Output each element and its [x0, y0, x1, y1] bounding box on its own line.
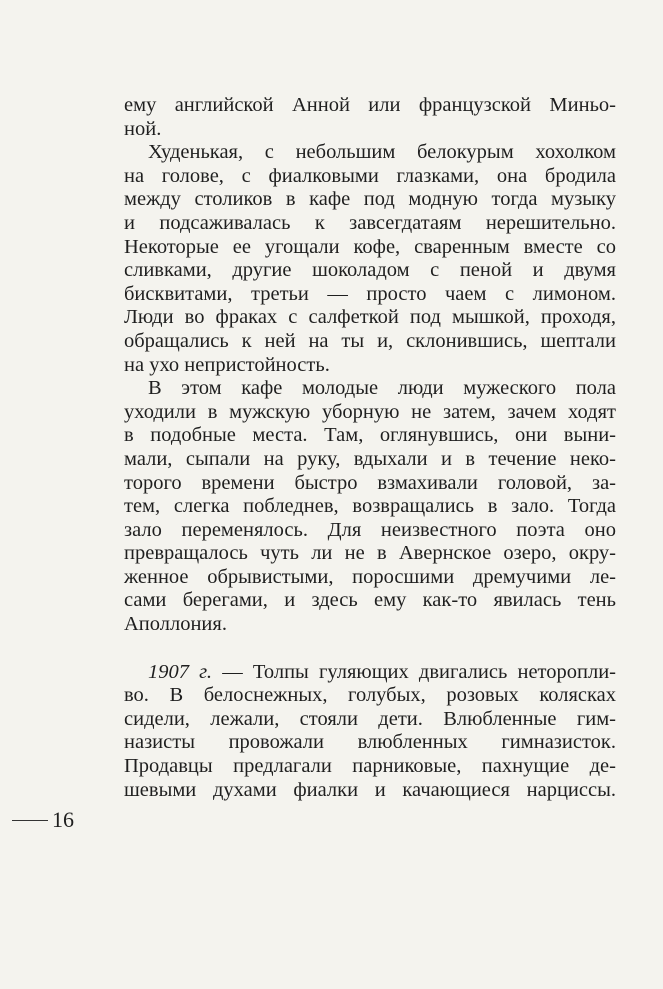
- text-line: в подобные места. Там, оглянувшись, они выни-: [124, 424, 616, 447]
- text-line: и подсаживалась к завсегдатаям нерешительно.: [124, 211, 616, 234]
- section-break: [124, 637, 616, 661]
- page-number-rule: [12, 820, 48, 821]
- text-line: торого времени быстро взмахивали головой, за-: [124, 471, 616, 494]
- text-line: уходили в мужскую уборную не затем, зачем ходят: [124, 400, 616, 423]
- text-column: [124, 94, 616, 802]
- text-line: Продавцы предлагали парниковые, пахнущие де-: [124, 755, 616, 778]
- text-line: превращалось чуть ли не в Авернское озеро, окру-: [124, 542, 616, 565]
- page-number-value: 16: [52, 807, 74, 832]
- text-line: В этом кафе молодые люди мужеского пола: [148, 377, 616, 400]
- paragraph-2: [124, 141, 616, 377]
- text-line: сидели, лежали, стояли дети. Влюбленные гим-: [124, 707, 616, 730]
- text-line: Худенькая, с небольшим белокурым хохолком: [148, 141, 616, 164]
- text-line: на ухо непристойность.: [124, 353, 330, 376]
- text-line: Аполлония.: [124, 613, 227, 636]
- text-line: ему английской Анной или французской Миньо-: [124, 94, 616, 116]
- text-line: мали, сыпали на руку, вдыхали и в течение неко-: [124, 447, 616, 470]
- text-line: назисты провожали влюбленных гимназисток.: [124, 731, 616, 754]
- text-line: [124, 661, 616, 685]
- paragraph-1: [124, 94, 616, 141]
- text-line: между столиков в кафе под модную тогда музыку: [124, 188, 616, 211]
- text-line: женное обрывистыми, поросшими дремучими ле-: [124, 565, 616, 588]
- text-line: шевыми духами фиалки и качающиеся нарциссы.: [124, 778, 616, 801]
- text-line: обращались к ней на ты и, склонившись, шептали: [124, 329, 616, 352]
- text-line: сливками, другие шоколадом с пеной и двумя: [124, 259, 616, 282]
- text-line: на голове, с фиалковыми глазками, она бродила: [124, 164, 616, 187]
- text-line: тем, слегка побледнев, возвращались в зало. Тогда: [124, 495, 616, 518]
- text-line: Некоторые ее угощали кофе, сваренным вместе со: [124, 235, 616, 258]
- text-line: Люди во фраках с салфеткой под мышкой, проходя,: [124, 306, 616, 329]
- text-line: сами берегами, и здесь ему как-то явилась тень: [124, 589, 616, 612]
- page-number: [0, 805, 80, 835]
- section-date: 1907 г.: [148, 660, 213, 683]
- section-1907: [124, 661, 616, 803]
- text-line: бисквитами, третьи — просто чаем с лимоном.: [124, 282, 616, 305]
- text-line: во. В белоснежных, голубых, розовых колясках: [124, 684, 616, 707]
- text-line: зало переменялось. Для неизвестного поэта оно: [124, 518, 616, 541]
- section-first-line: — Толпы гуляющих двигались неторопли-: [212, 660, 616, 683]
- text-line: ной.: [124, 117, 162, 140]
- paragraph-3: [124, 377, 616, 637]
